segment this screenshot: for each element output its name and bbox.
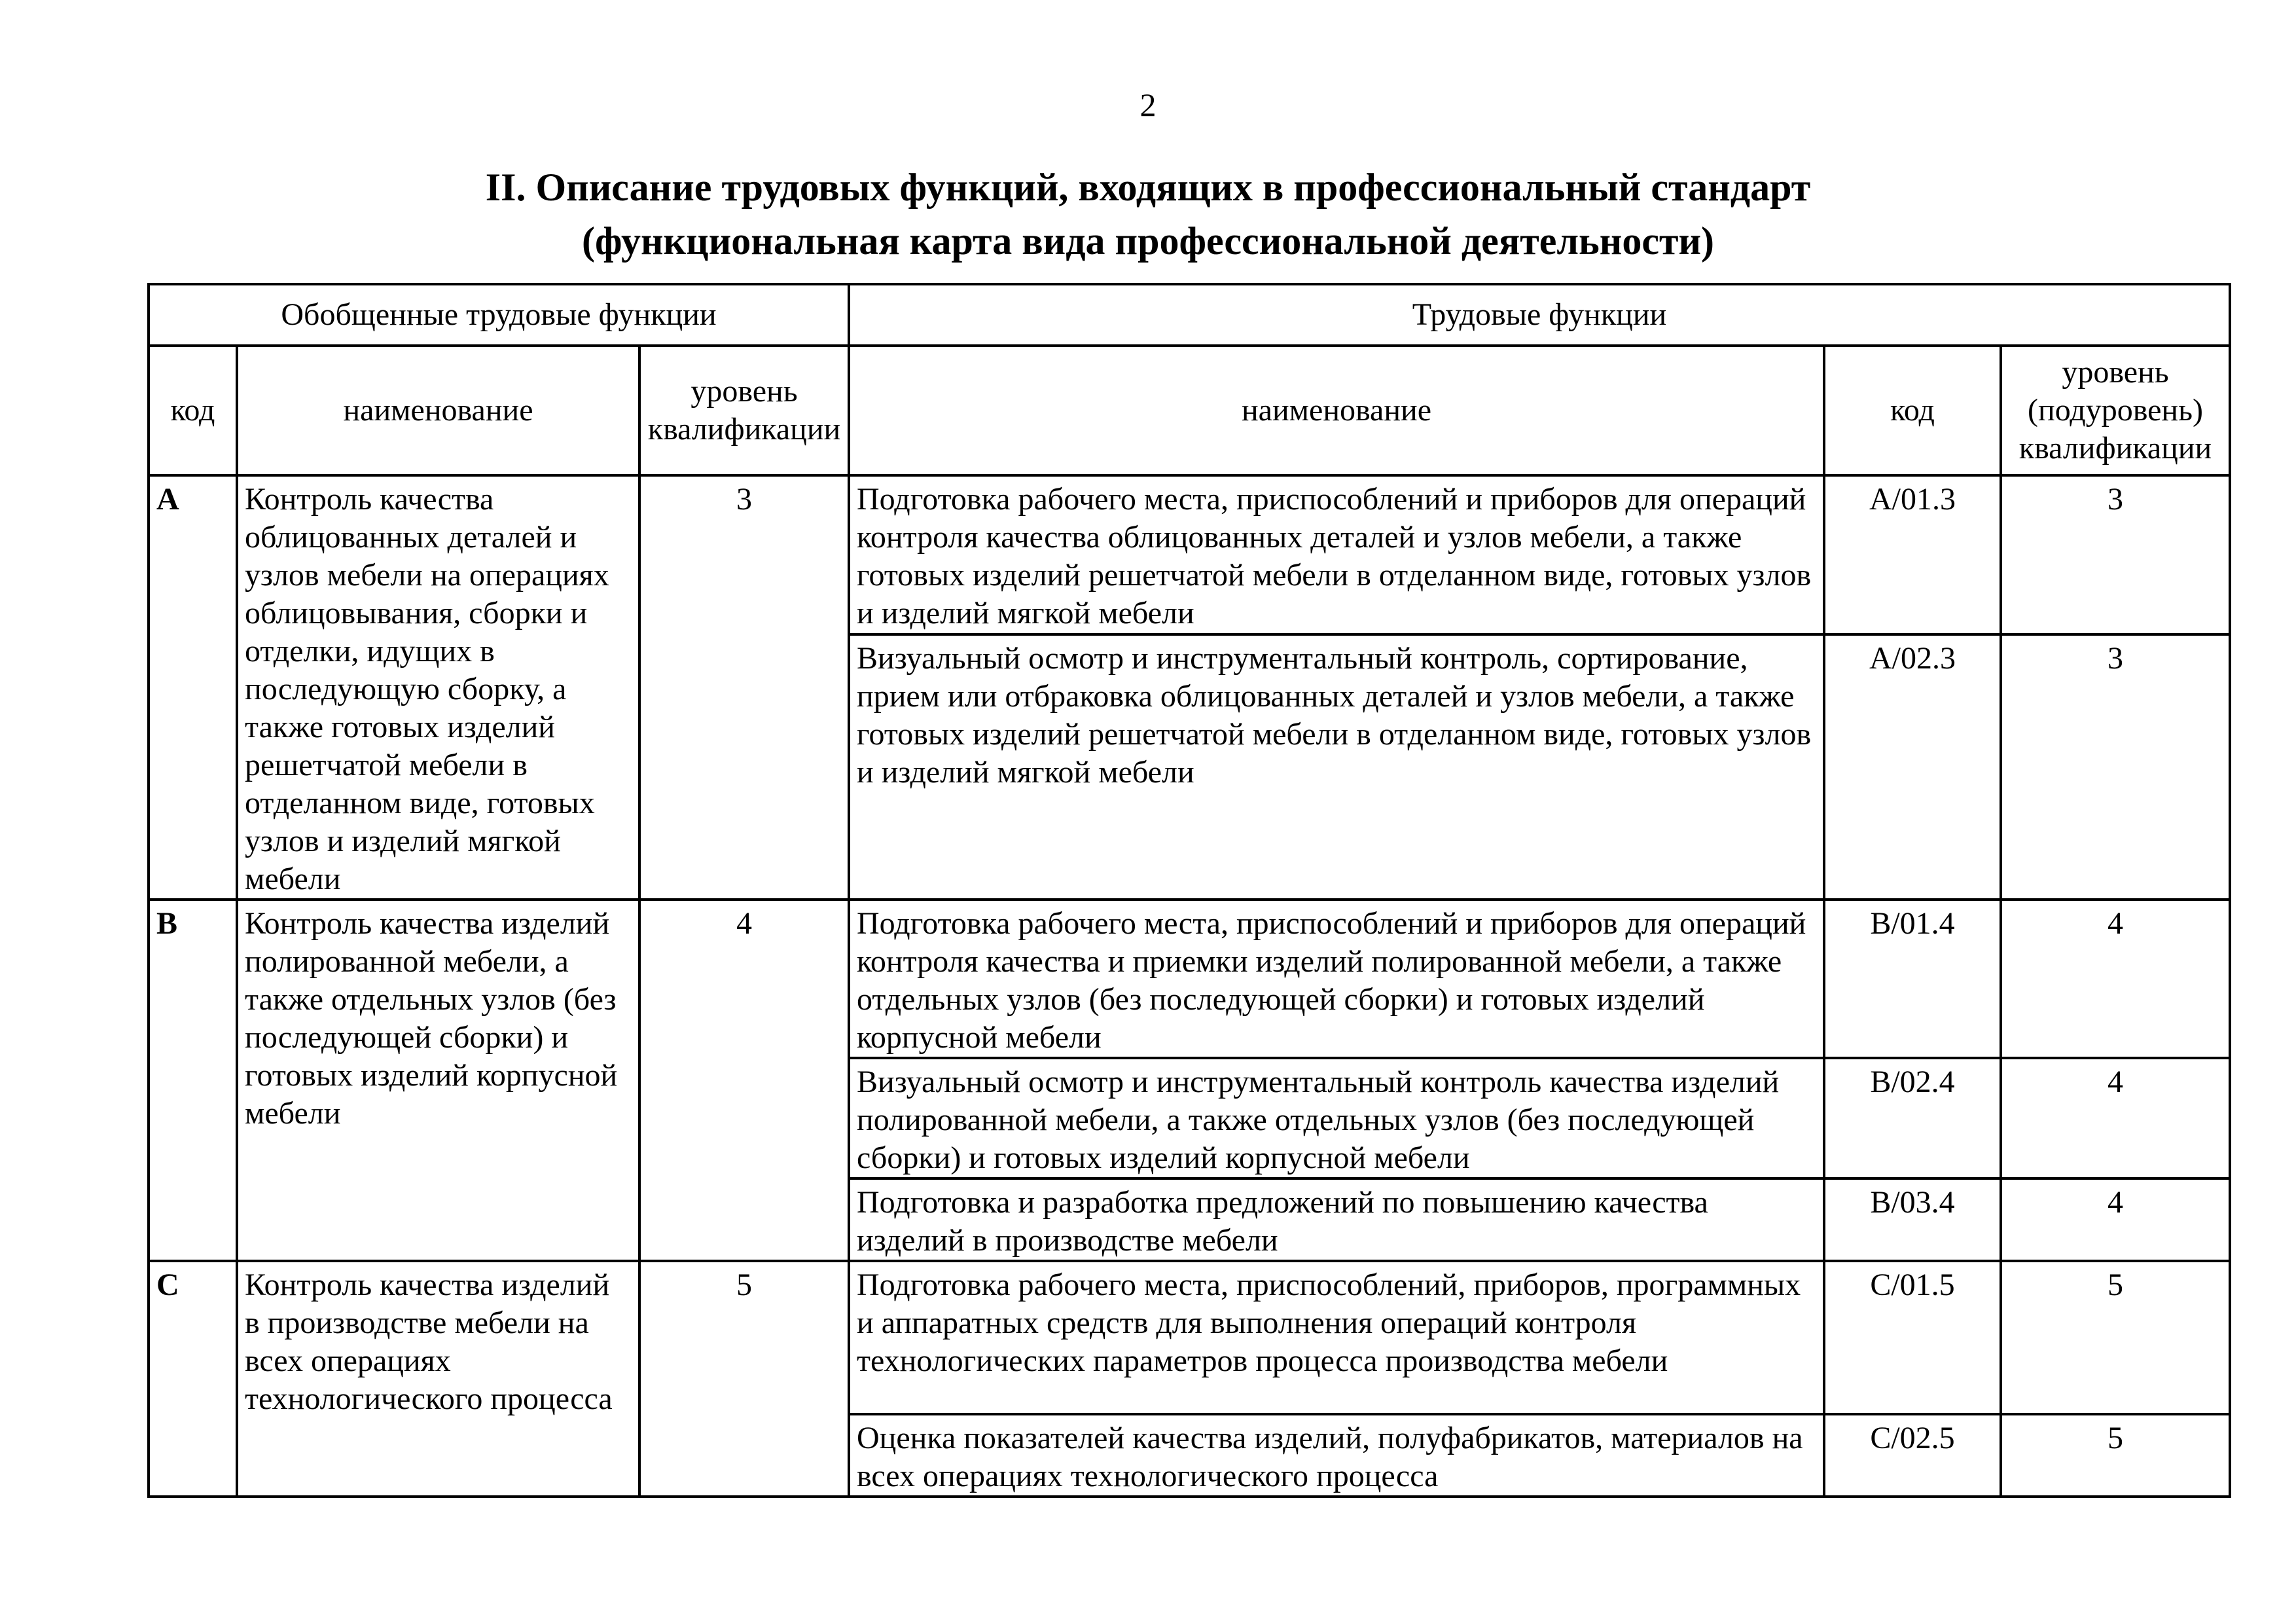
header-level: уровень квалификации — [639, 346, 849, 475]
functional-map-table — [147, 283, 2231, 1498]
function-name: Подготовка и разработка предложений по повышению качества изделий в производстве мебели — [849, 1178, 1824, 1261]
group-code: C — [149, 1261, 237, 1497]
group-code: A — [149, 475, 237, 900]
group-level: 5 — [639, 1261, 849, 1497]
group-level: 3 — [639, 475, 849, 900]
page-title-line-2: (функциональная карта вида профессиональной деятельности) — [581, 219, 1714, 263]
header-function-name: наименование — [849, 346, 1824, 475]
function-name: Подготовка рабочего места, приспособлений, приборов, программных и аппаратных средств для выполнения операций контроля технологических параметров процесса производства мебели — [849, 1261, 1824, 1414]
function-level: 4 — [2001, 1178, 2230, 1261]
function-code: C/01.5 — [1824, 1261, 2001, 1414]
function-level: 3 — [2001, 634, 2230, 900]
header-name: наименование — [237, 346, 639, 475]
header-labor-functions: Трудовые функции — [849, 284, 2230, 346]
function-name: Подготовка рабочего места, приспособлений и приборов для операций контроля качества облицованных деталей и узлов мебели, а также готовых изделий решетчатой мебели в отделанном виде, готовых узлов и изделий мягкой мебели — [849, 475, 1824, 634]
function-name: Подготовка рабочего места, приспособлений и приборов для операций контроля качества и приемки изделий полированной мебели, а также отдельных узлов (без последующей сборки) и готовых изделий корпусной мебели — [849, 900, 1824, 1058]
table-row — [149, 475, 2230, 634]
group-name: Контроль качества изделий в производстве мебели на всех операциях технологического процесса — [237, 1261, 639, 1497]
function-name: Визуальный осмотр и инструментальный контроль, сортирование, прием или отбраковка облицованных деталей и узлов мебели, а также готовых изделий решетчатой мебели в отделанном виде, готовых узлов и изделий мягкой мебели — [849, 634, 1824, 900]
table-row — [149, 900, 2230, 1058]
header-row-groups — [149, 284, 2230, 346]
function-level: 4 — [2001, 1058, 2230, 1178]
group-name: Контроль качества облицованных деталей и узлов мебели на операциях облицовывания, сборки и отделки, идущих в последующую сборку, а также готовых изделий решетчатой мебели в отделанном виде, готовых узлов и изделий мягкой мебели — [237, 475, 639, 900]
function-level: 5 — [2001, 1414, 2230, 1497]
function-code: C/02.5 — [1824, 1414, 2001, 1497]
function-level: 3 — [2001, 475, 2230, 634]
function-name: Визуальный осмотр и инструментальный контроль качества изделий полированной мебели, а также отдельных узлов (без последующей сборки) и готовых изделий корпусной мебели — [849, 1058, 1824, 1178]
function-code: A/02.3 — [1824, 634, 2001, 900]
page-number: 2 — [1139, 86, 1157, 123]
header-code: код — [149, 346, 237, 475]
function-code: B/01.4 — [1824, 900, 2001, 1058]
group-code: B — [149, 900, 237, 1261]
function-name: Оценка показателей качества изделий, полуфабрикатов, материалов на всех операциях технологического процесса — [849, 1414, 1824, 1497]
function-level: 5 — [2001, 1261, 2230, 1414]
group-name: Контроль качества изделий полированной мебели, а также отдельных узлов (без последующей сборки) и готовых изделий корпусной мебели — [237, 900, 639, 1261]
header-function-code: код — [1824, 346, 2001, 475]
header-function-level: уровень (подуровень) квалификации — [2001, 346, 2230, 475]
table-row — [149, 1261, 2230, 1414]
group-level: 4 — [639, 900, 849, 1261]
function-level: 4 — [2001, 900, 2230, 1058]
header-row-columns — [149, 346, 2230, 475]
function-code: B/02.4 — [1824, 1058, 2001, 1178]
header-generalized-functions: Обобщенные трудовые функции — [149, 284, 849, 346]
page-title-line-1: II. Описание трудовых функций, входящих в профессиональный стандарт — [485, 166, 1811, 209]
page-title — [0, 160, 2296, 268]
function-code: B/03.4 — [1824, 1178, 2001, 1261]
function-code: A/01.3 — [1824, 475, 2001, 634]
